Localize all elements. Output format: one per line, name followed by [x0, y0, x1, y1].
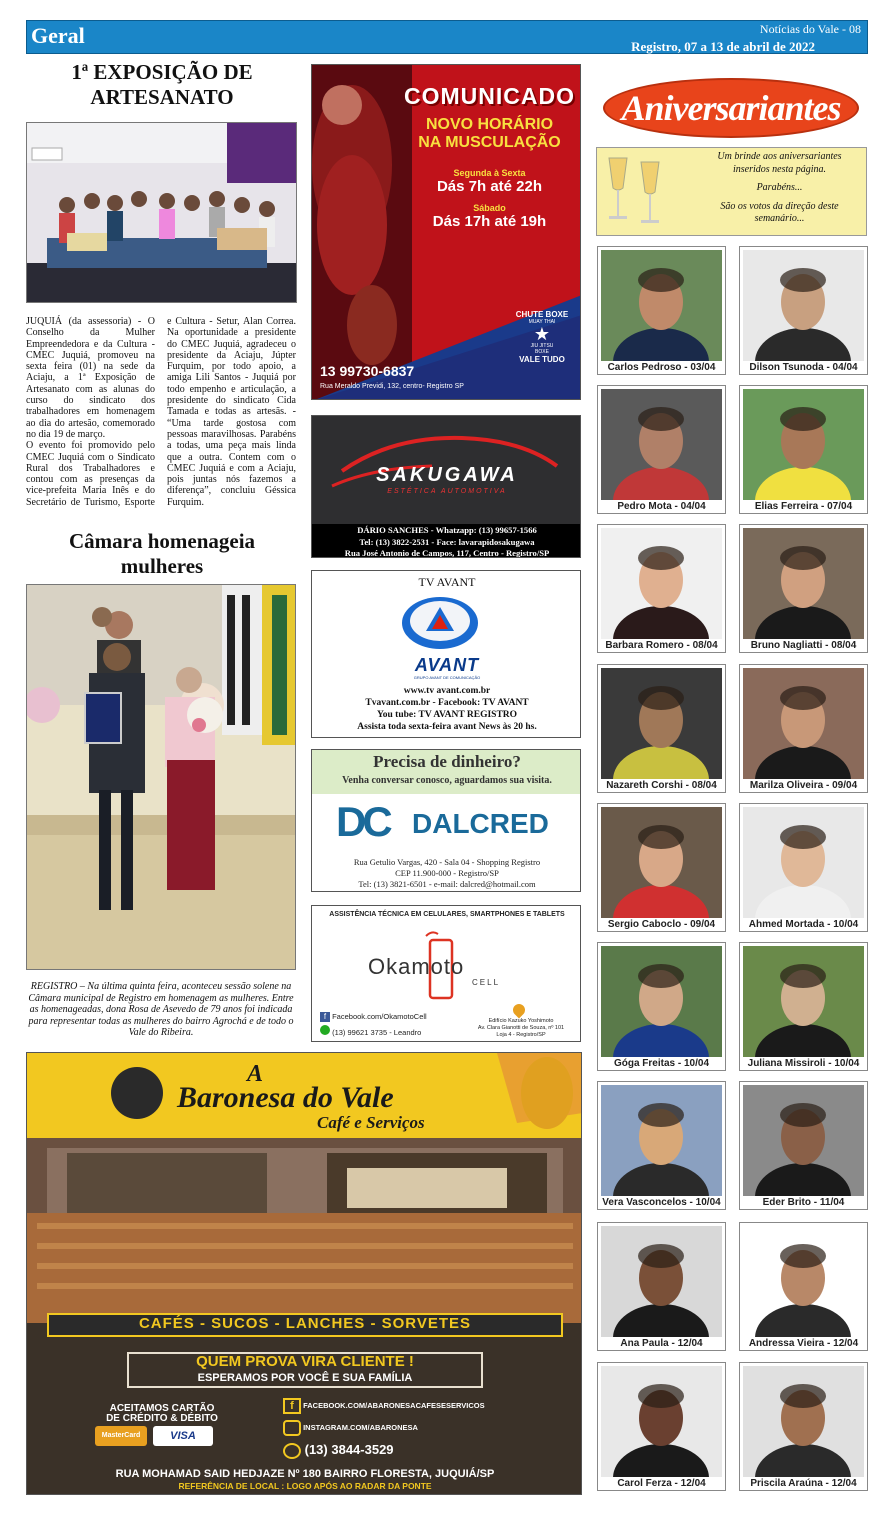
baronesa-logo-a: A: [247, 1061, 264, 1087]
avant-logo-icon: [400, 595, 490, 655]
brinde-box: [596, 147, 867, 236]
section-title: Geral: [31, 23, 85, 48]
birthday-photo: [743, 668, 864, 779]
birthday-name: Góga Freitas - 10/04: [613, 1058, 710, 1069]
okamoto-addr1: Edifício Kazuko Yoshimoto: [488, 1018, 554, 1024]
avant-logo-text: AVANT: [414, 655, 480, 675]
birthday-name: Juliana Missiroli - 10/04: [747, 1058, 860, 1069]
dalcred-line1: Rua Getulio Vargas, 420 - Sala 04 - Shopping Registro: [353, 857, 541, 867]
dalcred-line3: Tel: (13) 3821-6501 - e-mail: dalcred@hotmail.com: [358, 879, 536, 889]
baronesa-card1: ACEITAMOS CARTÃO: [109, 1403, 215, 1414]
ad-dalcred: [311, 749, 581, 892]
birthday-photo: [743, 389, 864, 500]
birthday-name: Ahmed Mortada - 10/04: [748, 919, 859, 930]
baronesa-facebook[interactable]: [283, 1397, 485, 1419]
birthday-card: [597, 942, 726, 1071]
gym-day1: Segunda à Sexta: [453, 168, 526, 178]
birthday-card: [739, 1362, 868, 1491]
birthday-photo: [743, 1085, 864, 1196]
birthday-name: Elias Ferreira - 07/04: [754, 501, 853, 512]
birthday-photo: [601, 807, 722, 918]
gym-address: Rua Meraldo Previdi, 132, centro- Registro SP: [320, 383, 464, 390]
sakugawa-line1: DÁRIO SANCHES - Whatzapp: (13) 99657-1566: [357, 525, 537, 535]
gym-logo-line1: CHUTE BOXE: [515, 310, 569, 319]
birthday-name: Barbara Romero - 08/04: [605, 640, 718, 651]
dalcred-logo-mark: DC: [336, 798, 389, 845]
tv-line3: You tube: TV AVANT REGISTRO: [376, 710, 518, 720]
ad-baronesa: [26, 1052, 582, 1495]
birthday-photo: [743, 250, 864, 361]
star-icon: ★: [533, 324, 551, 344]
sakugawa-brand: SAKUGAWA: [376, 464, 518, 486]
brinde-line5: semanário...: [754, 213, 805, 224]
article1-title: [26, 60, 298, 110]
birthday-photo: [601, 668, 722, 779]
birthday-card: [739, 385, 868, 514]
birthday-card: [597, 664, 726, 793]
brinde-line3: Parabéns...: [756, 182, 803, 193]
sakugawa-line3: Rua José Antonio de Campos, 117, Centro - Registro/SP: [344, 548, 550, 558]
birthday-name: Marilza Oliveira - 09/04: [749, 780, 858, 791]
article2-title-line1: Câmara homenageia: [68, 529, 256, 553]
baronesa-slogan2: ESPERAMOS POR VOCÊ E SUA FAMÍLIA: [197, 1372, 413, 1384]
birthday-card: [597, 246, 726, 375]
birthday-card: [739, 1222, 868, 1351]
whatsapp-icon: [320, 1025, 330, 1035]
birthday-photo: [601, 250, 722, 361]
birthday-name: Vera Vasconcelos - 10/04: [602, 1197, 721, 1208]
birthday-photo: [601, 1366, 722, 1477]
paper-page: Notícias do Vale - 08: [759, 22, 861, 36]
dalcred-title: Precisa de dinheiro?: [373, 752, 521, 771]
article2-caption: REGISTRO – Na última quinta feira, aconteceu sessão solene na Câmara municipal de Registro em homenagem as mulheres. Entre as homenageadas, dona Rosa de Asevedo de 79 anos foi indicada para representar todas as mulheres do bairro Agrochá e de todo o Vale do Ribeira.: [28, 981, 294, 1039]
birthday-card: [739, 524, 868, 653]
gym-logo-line2: VALE TUDO: [519, 355, 565, 364]
birthday-photo: [743, 1226, 864, 1337]
baronesa-slogan1: QUEM PROVA VIRA CLIENTE !: [196, 1353, 414, 1370]
birthday-name: Bruno Nagliatti - 08/04: [750, 640, 857, 651]
ad-okamoto: [311, 905, 581, 1042]
article1-paragraph-1: JUQUIÁ (da assessoria) - O Conselho da Mulher Empreendedora e da Cultura - CMEC Juquiá, promoveu na sexta feira (01) na sede da Aciaju, a 1ª Exposição de Artesanato com as alunas do curso do sindicato dos trabalhadores em homenagem ao dia do artesão, comemorado no dia 19 de março.: [26, 316, 155, 440]
gym-logo-line5: BOXE: [535, 349, 549, 355]
birthday-photo: [743, 1366, 864, 1477]
baronesa-phone[interactable]: [283, 1441, 485, 1463]
birthday-card: [739, 1081, 868, 1210]
mastercard-icon: MasterCard: [95, 1426, 147, 1446]
gym-logo-line3: MUAY THAI: [528, 319, 556, 325]
okamoto-whatsapp[interactable]: [320, 1025, 427, 1041]
aniversariantes-title: Aniversariantes: [621, 88, 841, 128]
birthday-card: [597, 803, 726, 932]
ad-tv-avant: [311, 570, 581, 738]
birthday-card: [739, 246, 868, 375]
okamoto-addr3: Loja 4 - Registro/SP: [496, 1032, 546, 1038]
ad-gym: [311, 64, 581, 400]
champagne-glasses-icon: [601, 152, 671, 232]
camara-photo: [26, 584, 296, 970]
facebook-icon: f: [320, 1012, 330, 1022]
birthday-card: [739, 942, 868, 1071]
avant-logo-sub: GRUPO AVANT DE COMUNICAÇÃO: [413, 675, 481, 680]
tv-line4: Assista toda sexta-feira avant News às 20 hs.: [357, 722, 537, 732]
birthday-card: [597, 1362, 726, 1491]
okamoto-brand: Okamoto: [368, 954, 465, 979]
baronesa-address: RUA MOHAMAD SAID HEDJAZE Nº 180 BAIRRO FLORESTA, JUQUIÁ/SP: [115, 1468, 495, 1480]
baronesa-facebook-label: FACEBOOK.COM/ABARONESACAFESESERVICOS: [303, 1401, 485, 1410]
brinde-line1: Um brinde aos aniversariantes: [717, 151, 842, 162]
birthday-name: Eder Brito - 11/04: [762, 1197, 845, 1208]
baronesa-sub: Café e Serviços: [317, 1113, 425, 1132]
okamoto-brand2: CELL: [472, 978, 501, 987]
okamoto-whatsapp-label: (13) 99621 3735 - Leandro: [332, 1028, 422, 1037]
phone-icon: [283, 1443, 301, 1459]
birthday-name: Sergio Caboclo - 09/04: [607, 919, 716, 930]
article1-body: [26, 316, 296, 522]
visa-icon: VISA: [153, 1426, 213, 1446]
baronesa-phone-label: (13) 3844-3529: [304, 1442, 394, 1457]
sakugawa-sub: ESTÉTICA AUTOMOTIVA: [387, 488, 507, 495]
baronesa-instagram-label: INSTAGRAM.COM/ABARONESA: [303, 1423, 418, 1432]
facebook-icon: f: [283, 1398, 301, 1414]
dalcred-line2: CEP 11.900-000 - Registro/SP: [395, 868, 499, 878]
article2-title: [26, 529, 298, 579]
brinde-line4: São os votos da direção deste: [720, 200, 839, 212]
aniversariantes-banner: [603, 78, 859, 138]
artesanato-photo: [26, 122, 297, 303]
okamoto-top: ASSISTÊNCIA TÉCNICA EM CELULARES, SMARTPHONES E TABLETS: [329, 911, 565, 918]
gym-hours1: Dás 7h até 22h: [436, 178, 543, 195]
gym-title: COMUNICADO: [404, 83, 575, 109]
birthday-photo: [601, 1085, 722, 1196]
ad-sakugawa: [311, 415, 581, 558]
baronesa-instagram[interactable]: [283, 1419, 485, 1441]
dalcred-sub: Venha conversar conosco, aguardamos sua visita.: [342, 775, 552, 786]
gym-logo: [512, 310, 572, 364]
birthday-card: [739, 803, 868, 932]
birthday-card: [739, 664, 868, 793]
birthday-card: [597, 385, 726, 514]
birthday-photo: [601, 1226, 722, 1337]
gym-sub2: NA MUSCULAÇÃO: [418, 134, 561, 151]
birthday-card: [597, 1081, 726, 1210]
gym-hours2: Dás 17h até 19h: [432, 213, 547, 230]
baronesa-name: Baronesa do Vale: [177, 1081, 394, 1114]
birthday-name: Carlos Pedroso - 03/04: [607, 362, 716, 373]
birthday-card: [597, 1222, 726, 1351]
birthday-name: Carol Ferza - 12/04: [617, 1478, 706, 1489]
okamoto-facebook[interactable]: [320, 1009, 427, 1025]
okamoto-addr2: Av. Clara Gianotti de Souza, nº 101: [477, 1025, 565, 1031]
baronesa-products: CAFÉS - SUCOS - LANCHES - SORVETES: [138, 1315, 472, 1332]
birthday-photo: [601, 946, 722, 1057]
birthday-photo: [743, 807, 864, 918]
article1-paragraph-2: O evento foi promovido pelo CMEC Juquiá com o Sindicato Rural dos Trabalhadores e contou com as presenças da vice-prefeita Maria Inês e do Secretário de Turismo, Esporte e Cultura - Setur, Alan Correa. Na oportunidade a presidente do CMEC Juquiá, agradeceu o presidente da Aciaju, Júpter Furquim, por todo apoio, a amiga Lili Santos - Juquiá por todo empenho e articulação, a presidente do sindicato Cida Tamada e todas as artesãs. - “Uma tarde gostosa com pessoas maravilhosas. Parabéns a todas, uma peça mais linda que a outra. Contem com o CMEC Juquiá e com a Aciaju, pois juntas nós fazemos a diferença”, concluiu Géssica Furquim.: [26, 316, 296, 508]
page-header: [26, 20, 868, 54]
birthday-name: Priscila Araúna - 12/04: [750, 1478, 857, 1489]
gym-sub1: NOVO HORÁRIO: [425, 116, 554, 133]
birthday-card: [597, 524, 726, 653]
tv-title: TV AVANT: [418, 575, 476, 589]
okamoto-facebook-label: Facebook.com/OkamotoCell: [332, 1012, 427, 1021]
birthday-photo: [601, 389, 722, 500]
dalcred-logo-text: DALCRED: [412, 808, 549, 839]
birthday-name: Ana Paula - 12/04: [620, 1338, 703, 1349]
tv-line2: Tvavant.com.br - Facebook: TV AVANT: [365, 698, 529, 708]
gym-phone: 13 99730-6837: [320, 363, 415, 379]
tv-line1: www.tv avant.com.br: [403, 686, 491, 696]
baronesa-reference: REFERÊNCIA DE LOCAL : LOGO APÓS AO RADAR DA PONTE: [178, 1481, 432, 1491]
location-pin-icon: [511, 1002, 528, 1019]
article1-title-line1: 1ª EXPOSIÇÃO DE: [71, 60, 253, 84]
birthday-name: Andressa Vieira - 12/04: [748, 1338, 859, 1349]
birthday-name: Nazareth Corshi - 08/04: [606, 780, 717, 791]
sakugawa-line2: Tel: (13) 3822-2531 - Face: lavarapidosakugawa: [359, 536, 535, 547]
article2-title-line2: mulheres: [120, 554, 204, 578]
article1-title-line2: ARTESANATO: [90, 85, 234, 109]
instagram-icon: [283, 1420, 301, 1436]
birthday-name: Dilson Tsunoda - 04/04: [749, 362, 858, 373]
birthday-photo: [743, 946, 864, 1057]
baronesa-card2: DE CRÉDITO & DÉBITO: [106, 1413, 218, 1424]
brinde-line2: inseridos nesta página.: [732, 163, 827, 175]
gym-logo-line4: JIU JITSU: [530, 343, 554, 349]
gym-day2: Sábado: [473, 203, 506, 213]
birthday-name: Pedro Mota - 04/04: [617, 501, 706, 512]
birthday-photo: [601, 528, 722, 639]
birthday-photo: [743, 528, 864, 639]
issue-date: Registro, 07 a 13 de abril de 2022: [631, 39, 815, 54]
